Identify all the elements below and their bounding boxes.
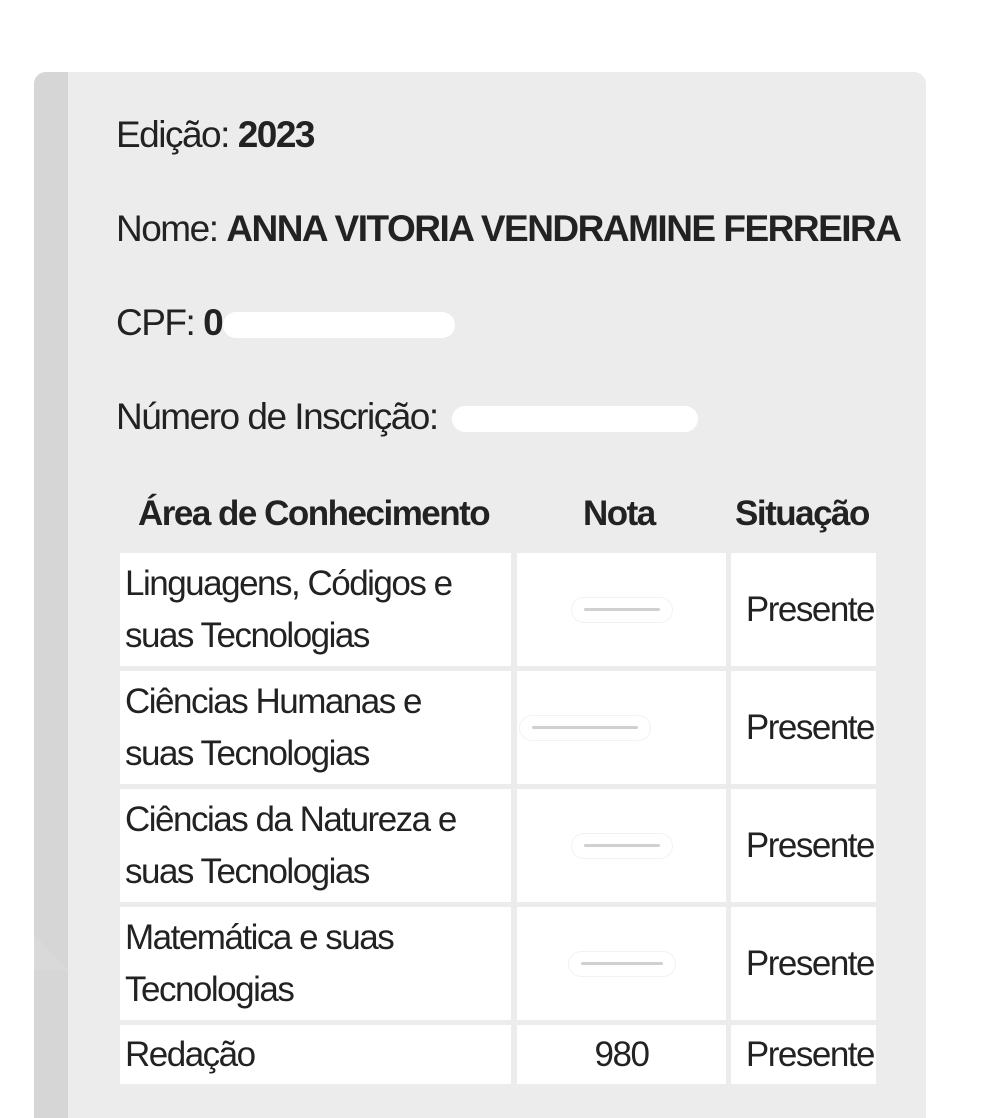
situacao-cell: Presente (731, 1025, 876, 1084)
score-redaction (572, 598, 672, 622)
area-line-2: suas Tecnologias (125, 733, 369, 773)
area-line-1: Ciências da Natureza e (125, 799, 456, 839)
header-situacao: Situação (735, 494, 869, 533)
cpf-value-partial: 0 (203, 302, 223, 343)
edicao-value: 2023 (237, 114, 315, 155)
area-cell: Redação (120, 1025, 511, 1084)
nome-line (116, 208, 901, 250)
inscricao-redaction (452, 406, 698, 432)
inscricao-line (116, 396, 698, 438)
nota-cell (517, 553, 726, 666)
area-line-1: Matemática e suas (125, 917, 394, 957)
table-row (120, 789, 876, 902)
situacao-cell: Presente (731, 789, 876, 902)
edicao-label: Edição: (116, 114, 229, 155)
area-cell (120, 671, 511, 784)
area-line-2: suas Tecnologias (125, 851, 369, 891)
card-notch (34, 934, 68, 970)
header-area: Área de Conhecimento (138, 494, 490, 533)
score-redaction (569, 952, 675, 976)
cpf-redaction (223, 312, 455, 338)
nota-cell (517, 907, 726, 1020)
nota-cell (517, 671, 726, 784)
header-nota: Nota (583, 494, 655, 533)
inscricao-label: Número de Inscrição: (116, 396, 438, 437)
cpf-label: CPF: (116, 302, 195, 343)
area-cell (120, 907, 511, 1020)
edicao-line (116, 114, 314, 156)
scores-table (120, 553, 876, 1089)
nome-value: ANNA VITORIA VENDRAMINE FERREIRA (226, 208, 901, 249)
score-redaction (572, 834, 672, 858)
area-line-1: Ciências Humanas e (125, 681, 421, 721)
score-redaction (520, 716, 650, 740)
area-line-2: Tecnologias (125, 969, 294, 1009)
table-row (120, 671, 876, 784)
area-cell (120, 553, 511, 666)
area-line-1: Linguagens, Códigos e (125, 563, 452, 603)
situacao-cell: Presente (731, 671, 876, 784)
area-line-2: suas Tecnologias (125, 615, 369, 655)
nota-cell: 980 (517, 1025, 726, 1084)
nota-cell (517, 789, 726, 902)
area-cell (120, 789, 511, 902)
table-row (120, 1025, 876, 1084)
nome-label: Nome: (116, 208, 218, 249)
cpf-line (116, 302, 455, 344)
situacao-cell: Presente (731, 553, 876, 666)
situacao-cell: Presente (731, 907, 876, 1020)
table-row (120, 553, 876, 666)
table-row (120, 907, 876, 1020)
